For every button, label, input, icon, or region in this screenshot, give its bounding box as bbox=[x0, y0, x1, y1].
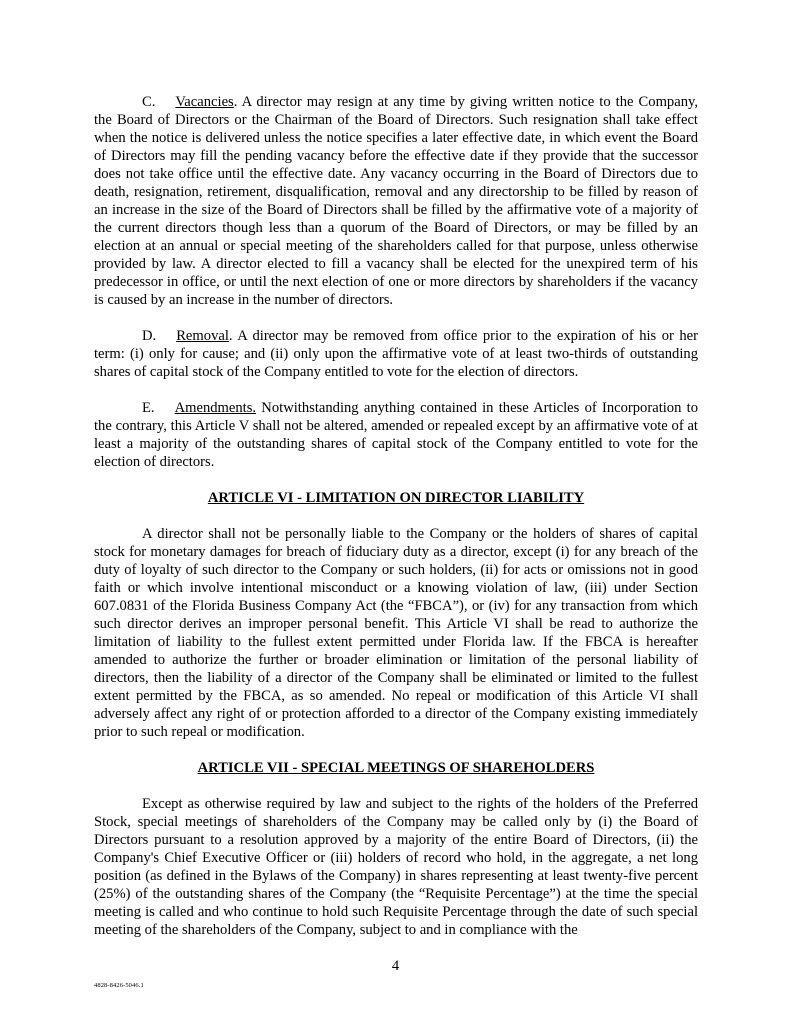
document-body bbox=[94, 93, 698, 957]
section-c-title: Vacancies bbox=[175, 94, 234, 110]
page-number: 4 bbox=[391, 958, 400, 974]
section-c-text: . A director may resign at any time by giving written notice to the Company, the Board of Directors or the Chairman of the Board of Directors. Such resignation shall take effect when the notice is delivered unless the notice specifies a later effective date, in which event the Board of Directors may fill the pending vacancy before the effective date if they provide that the successor does not take office until the effective date. Any vacancy occurring in the Board of Directors due to death, resignation, retirement, disqualification, removal and any directorship to be filled by reason of an increase in the size of the Board of Directors shall be filled by the affirmative vote of a majority of the current directors though less than a quorum of the Board of Directors, or may be filled by an election at an annual or special meeting of the shareholders called for that purpose, unless otherwise provided by law. A director elected to fill a vacancy shall be elected for the unexpired term of his predecessor in office, or until the next election of one or more directors by shareholders if the vacancy is caused by an increase in the number of directors. bbox=[94, 94, 698, 308]
section-e-text: Notwithstanding anything contained in these Articles of Incorporation to the contrary, this Article V shall not be altered, amended or repealed except by an affirmative vote of at least a majority of the outstanding shares of capital stock of the Company entitled to vote for the election of directors. bbox=[94, 400, 698, 470]
section-e-title: Amendments. bbox=[174, 400, 257, 416]
article-vi-paragraph: A director shall not be personally liable to the Company or the holders of shares of capital stock for monetary damages for breach of fiduciary duty as a director, except (i) for any breach of the duty of loyalty of such director to the Company or such holders, (ii) for acts or omissions not in good faith or which involve intentional misconduct or a knowing violation of law, (iii) under Section 607.0831 of the Florida Business Company Act (the “FBCA”), or (iv) for any transaction from which such director derives an improper personal benefit. This Article VI shall be read to authorize the limitation of liability to the fullest extent permitted under Florida law. If the FBCA is hereafter amended to authorize the further or broader elimination or limitation of the personal liability of directors, then the liability of a director of the Company shall be eliminated or limited to the fullest extent permitted by the FBCA, as so amended. No repeal or modification of this Article VI shall adversely affect any right of or protection afforded to a director of the Company existing immediately prior to such repeal or modification. bbox=[94, 526, 698, 740]
section-d-text: . A director may be removed from office prior to the expiration of his or her term: (i) only for cause; and (ii) only upon the affirmative vote of at least two-thirds of outstanding shares of capital stock of the Company entitled to vote for the election of directors. bbox=[94, 328, 698, 380]
article-vii-paragraph: Except as otherwise required by law and subject to the rights of the holders of the Preferred Stock, special meetings of shareholders of the Company may be called only by (i) the Board of Directors pursuant to a resolution approved by a majority of the entire Board of Directors, (ii) the Company's Chief Executive Officer or (iii) holders of record who hold, in the aggregate, a net long position (as defined in the Bylaws of the Company) in shares representing at least twenty-five percent (25%) of the outstanding shares of the Company (the “Requisite Percentage”) at the time the special meeting is called and who continue to hold such Requisite Percentage through the date of such special meeting of the shareholders of the Company, subject to and in compliance with the bbox=[94, 796, 698, 938]
section-c-vacancies bbox=[94, 93, 698, 309]
article-vi-heading: ARTICLE VI - LIMITATION ON DIRECTOR LIABILITY bbox=[207, 490, 585, 506]
section-d-removal bbox=[94, 327, 698, 381]
section-d-letter: D. bbox=[142, 328, 157, 344]
section-e-letter: E. bbox=[142, 400, 155, 416]
section-c-letter: C. bbox=[142, 94, 156, 110]
section-d-title: Removal bbox=[176, 328, 229, 344]
article-vii-heading: ARTICLE VII - SPECIAL MEETINGS OF SHAREHOLDERS bbox=[197, 760, 595, 776]
section-e-amendments bbox=[94, 399, 698, 471]
document-id: 4828-8426-5046.1 bbox=[94, 982, 144, 989]
